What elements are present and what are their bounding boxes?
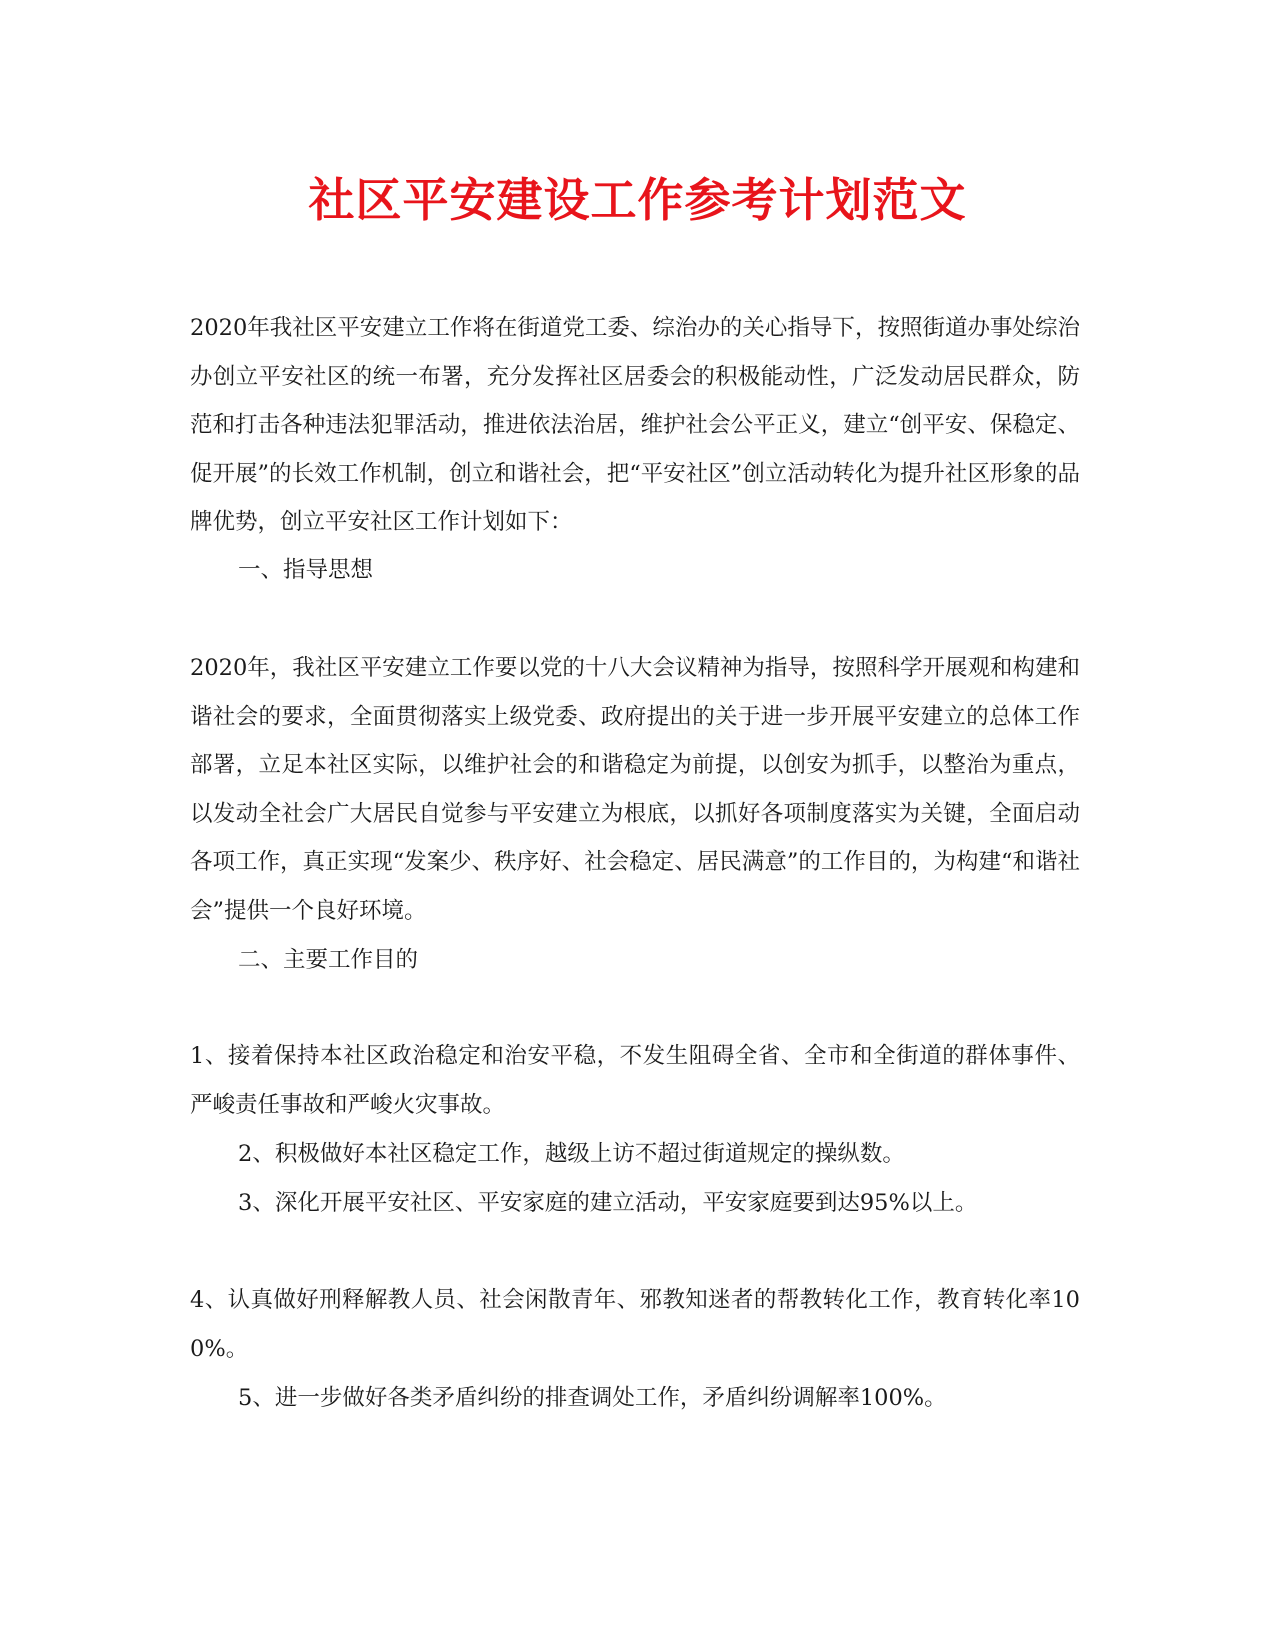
document-title: 社区平安建设工作参考计划范文: [308, 173, 967, 227]
goal-item-4: 4、认真做好刑释解教人员、社会闲散青年、邪教知迷者的帮教转化工作，教育转化率100%。: [190, 1287, 1080, 1362]
goal-item-5: 5、进一步做好各类矛盾纠纷的排查调处工作，矛盾纠纷调解率100%。: [238, 1385, 947, 1411]
section-heading-main-goals: 二、主要工作目的: [238, 947, 419, 973]
intro-paragraph: 2020年我社区平安建立工作将在街道党工委、综治办的关心指导下，按照街道办事处综治办创立平安社区的统一布署，充分发挥社区居委会的积极能动性，广泛发动居民群众，防范和打击各种违法犯罪活动，推进依法治居，维护社会公平正义，建立“创平安、保稳定、促开展”的长效工作机制，创立和谐社会，把“平安社区”创立活动转化为提升社区形象的品牌优势，创立平安社区工作计划如下：: [190, 315, 1080, 535]
guiding-thought-paragraph: 2020年，我社区平安建立工作要以党的十八大会议精神为指导，按照科学开展观和构建和谐社会的要求，全面贯彻落实上级党委、政府提出的关于进一步开展平安建立的总体工作部署，立足本社区实际，以维护社会的和谐稳定为前提，以创安为抓手，以整治为重点，以发动全社会广大居民自觉参与平安建立为根底，以抓好各项制度落实为关键，全面启动各项工作，真正实现“发案少、秩序好、社会稳定、居民满意”的工作目的，为构建“和谐社会”提供一个良好环境。: [190, 655, 1080, 924]
section-heading-guiding-thought: 一、指导思想: [238, 557, 374, 583]
goal-item-3: 3、深化开展平安社区、平安家庭的建立活动，平安家庭要到达95%以上。: [238, 1190, 978, 1216]
goal-item-1: 1、接着保持本社区政治稳定和治安平稳，不发生阻碍全省、全市和全街道的群体事件、严峻责任事故和严峻火灾事故。: [190, 1043, 1080, 1118]
goal-item-2: 2、积极做好本社区稳定工作，越级上访不超过街道规定的操纵数。: [238, 1141, 905, 1167]
